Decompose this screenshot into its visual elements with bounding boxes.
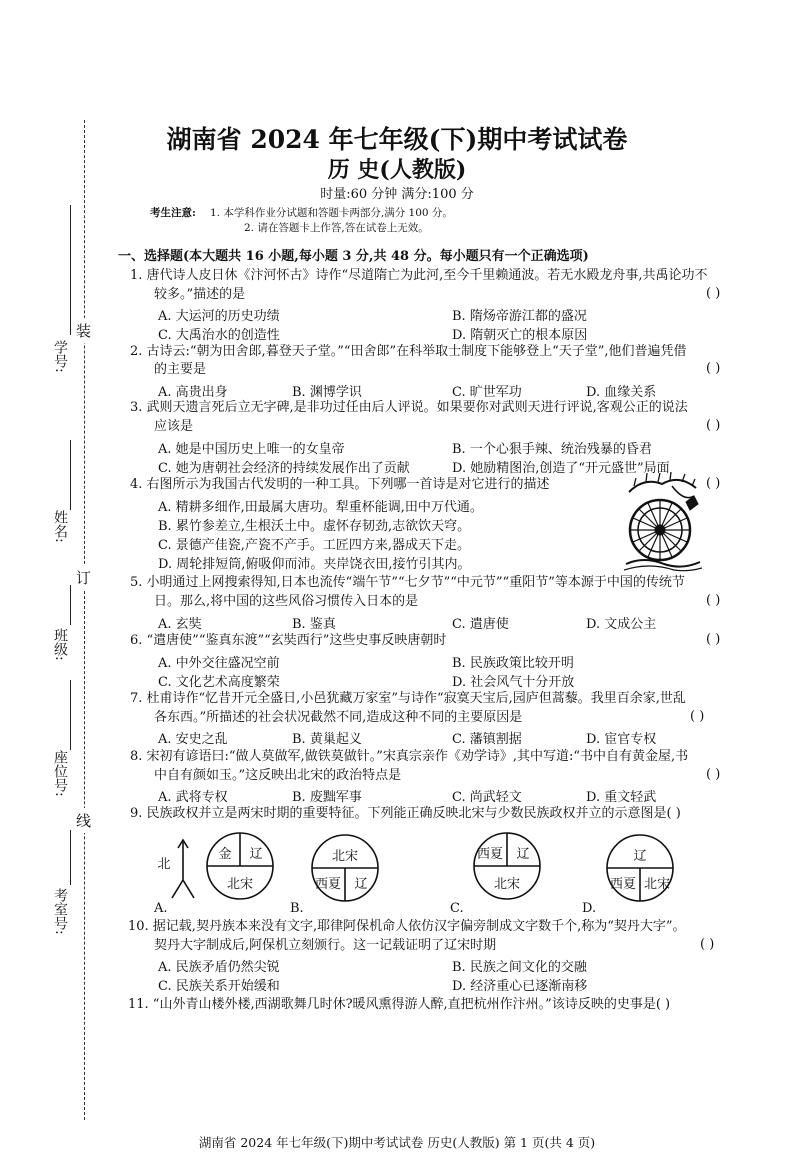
exam-subtitle: 历 史(人教版) — [327, 157, 467, 183]
diagram-b-bottom-right: 辽 — [354, 877, 368, 892]
diagram-d-top: 辽 — [633, 849, 647, 864]
compass-north-label: 北 — [157, 857, 171, 872]
q9-option-d[interactable]: D. — [582, 901, 597, 916]
exam-time-score: 时量:60 分钟 满分:100 分 — [320, 187, 474, 202]
q6-stem-line1: 6. “遣唐使”“鉴真东渡”“玄奘西行”这些史事反映唐朝时 — [130, 633, 447, 648]
q2-option-a[interactable]: A. 高贵出身 — [158, 385, 228, 400]
q6-option-a[interactable]: A. 中外交往盛况空前 — [158, 656, 280, 671]
q2-stem-line1: 2. 古诗云:“朝为田舍郎,暮登天子堂。”“田舍郎”在科举取士制度下能够登上“天子堂”,他们普遍凭借 — [130, 344, 687, 359]
page-footer: 湖南省 2024 年七年级(下)期中考试试卷 历史(人教版) 第 1 页(共 4 页) — [198, 1135, 596, 1150]
q8-answer-blank[interactable]: ( ) — [706, 767, 721, 782]
q2-option-b[interactable]: B. 渊博学识 — [292, 385, 362, 400]
q3-option-a[interactable]: A. 她是中国历史上唯一的女皇帝 — [158, 442, 345, 457]
q4-option-d[interactable]: D. 周轮排短筒,俯吸仰而沛。夹岸饶衣田,接竹引其内。 — [158, 557, 471, 572]
field-line-student-id[interactable] — [70, 205, 71, 335]
q7-stem-line1: 7. 杜甫诗作“忆昔开元全盛日,小邑犹藏万家室”与诗作“寂寞天宝后,园庐但蒿藜。我里百余家,世乱 — [130, 691, 686, 706]
q5-option-d[interactable]: D. 文成公主 — [586, 617, 657, 632]
field-label-class: 班级: — [52, 628, 68, 661]
q9-option-c[interactable]: C. — [450, 901, 464, 916]
q3-stem-line1: 3. 武则天遗言死后立无字碑,是非功过任由后人评说。如果要你对武则天进行评说,客观公正的说法 — [130, 400, 688, 415]
q8-option-a[interactable]: A. 武将专权 — [158, 790, 228, 805]
q8-option-b[interactable]: B. 废黜军事 — [292, 790, 362, 805]
q5-stem-line2: 日。那么,将中国的这些风俗习惯传入日本的是 — [154, 594, 419, 609]
diagram-a-top-left: 金 — [218, 847, 232, 862]
diagram-c-bottom: 北宋 — [493, 877, 521, 892]
q4-stem-line1: 4. 右图所示为我国古代发明的一种工具。下列哪一首诗是对它进行的描述 — [130, 477, 550, 492]
q3-option-c[interactable]: C. 她为唐朝社会经济的持续发展作出了贡献 — [158, 461, 410, 476]
diagram-c-top-left: 西夏 — [476, 847, 504, 862]
diagram-c-top-right: 辽 — [516, 847, 530, 862]
field-line-name[interactable] — [70, 440, 71, 510]
q2-option-d[interactable]: D. 血缘关系 — [586, 385, 657, 400]
q4-option-a[interactable]: A. 精耕多细作,田最属大唐功。犁重杯能调,田中万代通。 — [158, 500, 483, 515]
q10-stem-line2: 契丹大字制成后,阿保机立刻颁行。这一记载证明了辽宋时期 — [154, 938, 497, 953]
field-line-seat[interactable] — [70, 680, 71, 750]
q1-option-c[interactable]: C. 大禹治水的创造性 — [158, 328, 280, 343]
diagram-b-bottom-left: 西夏 — [314, 877, 342, 892]
q6-option-c[interactable]: C. 文化艺术高度繁荣 — [158, 675, 280, 690]
q10-option-c[interactable]: C. 民族关系开始缓和 — [158, 979, 280, 994]
q1-option-a[interactable]: A. 大运河的历史功绩 — [158, 309, 280, 324]
q10-option-a[interactable]: A. 民族矛盾仍然尖锐 — [158, 960, 280, 975]
q1-answer-blank[interactable]: ( ) — [706, 286, 721, 301]
q11-stem-line1: 11. “山外青山楼外楼,西湖歌舞几时休?暖风熏得游人醉,直把杭州作汴州。”该诗反映的史事是( ) — [128, 997, 671, 1012]
q9-option-b[interactable]: B. — [290, 901, 304, 916]
q2-answer-blank[interactable]: ( ) — [706, 361, 721, 376]
q1-stem-line2: 较多。”描述的是 — [154, 287, 246, 302]
diagram-a-top-right: 辽 — [249, 847, 263, 862]
binding-mark-xian: 线 — [76, 808, 91, 833]
field-line-room[interactable] — [70, 830, 71, 885]
q7-option-a[interactable]: A. 安史之乱 — [158, 732, 228, 747]
q8-option-c[interactable]: C. 尚武轻文 — [452, 790, 522, 805]
diagram-d-bottom-left: 西夏 — [609, 877, 637, 892]
q3-answer-blank[interactable]: ( ) — [706, 418, 721, 433]
q8-stem-line2: 中自有颜如玉。”这反映出北宋的政治特点是 — [154, 768, 402, 783]
q4-answer-blank[interactable]: ( ) — [706, 476, 721, 491]
q5-answer-blank[interactable]: ( ) — [706, 593, 721, 608]
q4-option-c[interactable]: C. 景德产佳瓷,产瓷不产手。工匠四方来,器成天下走。 — [158, 538, 471, 553]
binding-mark-zhuang: 装 — [76, 318, 91, 343]
q8-option-d[interactable]: D. 重文轻武 — [586, 790, 657, 805]
q3-stem-line2: 应该是 — [154, 419, 194, 434]
q1-stem-line1: 1. 唐代诗人皮日休《汴河怀古》诗作“尽道隋亡为此河,至今千里赖通波。若无水殿龙舟事,共禹论功不 — [130, 268, 708, 283]
compass-arrow-icon — [172, 842, 194, 898]
q4-option-b[interactable]: B. 累竹参差立,生根沃土中。虚怀存韧劲,志欲饮天穹。 — [158, 519, 471, 534]
diagram-a-bottom: 北宋 — [226, 877, 254, 892]
q3-option-d[interactable]: D. 她励精图治,创造了“开元盛世”局面 — [452, 461, 670, 476]
q6-option-b[interactable]: B. 民族政策比较开明 — [452, 656, 574, 671]
exam-title: 湖南省 2024 年七年级(下)期中考试试卷 — [166, 125, 628, 154]
q1-option-b[interactable]: B. 隋炀帝游江都的盛况 — [452, 309, 587, 324]
q9-option-a[interactable]: A. — [154, 901, 168, 916]
q7-stem-line2: 各东西。”所描述的社会状况截然不同,造成这种不同的主要原因是 — [154, 710, 523, 725]
q10-option-b[interactable]: B. 民族之间文化的交融 — [452, 960, 587, 975]
diagram-d-bottom-right: 北宋 — [643, 877, 671, 892]
q5-stem-line1: 5. 小明通过上网搜索得知,日本也流传“端午节”“七夕节”“中元节”“重阳节”等本源于中国的传统节 — [130, 575, 685, 590]
notice-label: 考生注意: — [150, 207, 196, 219]
field-label-name: 姓名: — [52, 510, 68, 543]
q7-option-b[interactable]: B. 黄巢起义 — [292, 732, 362, 747]
field-label-seat: 座位号: — [52, 750, 68, 797]
q10-stem-line1: 10. 据记载,契丹族本来没有文字,耶律阿保机命人依仿汉字偏旁制成文字数千个,称为“契丹大字”。 — [128, 919, 686, 934]
q8-stem-line1: 8. 宋初有谚语曰:“做人莫做军,做铁莫做针。”宋真宗亲作《劝学诗》,其中写道:“书中自有黄金屋,书 — [130, 749, 689, 764]
q6-answer-blank[interactable]: ( ) — [706, 632, 721, 647]
q7-option-d[interactable]: D. 宦官专权 — [586, 732, 657, 747]
q7-option-c[interactable]: C. 藩镇割据 — [452, 732, 522, 747]
binding-mark-ding: 订 — [76, 565, 91, 590]
q9-diagrams — [150, 828, 770, 918]
notice-line-2: 2. 请在答题卡上作答,答在试卷上无效。 — [244, 222, 429, 234]
q7-answer-blank[interactable]: ( ) — [690, 709, 705, 724]
q6-option-d[interactable]: D. 社会风气十分开放 — [452, 675, 575, 690]
section-heading: 一、选择题(本大题共 16 小题,每小题 3 分,共 48 分。每小题只有一个正确选项) — [118, 249, 589, 264]
notice-line-1: 1. 本学科作业分试题和答题卡两部分,满分 100 分。 — [210, 207, 453, 219]
q2-stem-line2: 的主要是 — [154, 362, 207, 377]
field-line-class[interactable] — [70, 585, 71, 625]
binding-dashed-line — [84, 120, 85, 1120]
diagram-b-top: 北宋 — [331, 849, 359, 864]
q3-option-b[interactable]: B. 一个心狠手辣、统治残暴的昏君 — [452, 442, 652, 457]
field-label-room: 考室号: — [52, 888, 68, 935]
q2-option-c[interactable]: C. 旷世军功 — [452, 385, 522, 400]
q1-option-d[interactable]: D. 隋朝灭亡的根本原因 — [452, 328, 588, 343]
q9-stem-line1: 9. 民族政权并立是两宋时期的重要特征。下列能正确反映北宋与少数民族政权并立的示意图是( ) — [130, 806, 681, 821]
q10-answer-blank[interactable]: ( ) — [700, 937, 715, 952]
field-label-student-id: 学号: — [52, 340, 68, 373]
q5-option-a[interactable]: A. 玄奘 — [158, 617, 202, 632]
q10-option-d[interactable]: D. 经济重心已逐渐南移 — [452, 979, 588, 994]
q5-option-c[interactable]: C. 遣唐使 — [452, 617, 509, 632]
water-wheel-illustration — [624, 472, 702, 572]
q5-option-b[interactable]: B. 鉴真 — [292, 617, 336, 632]
